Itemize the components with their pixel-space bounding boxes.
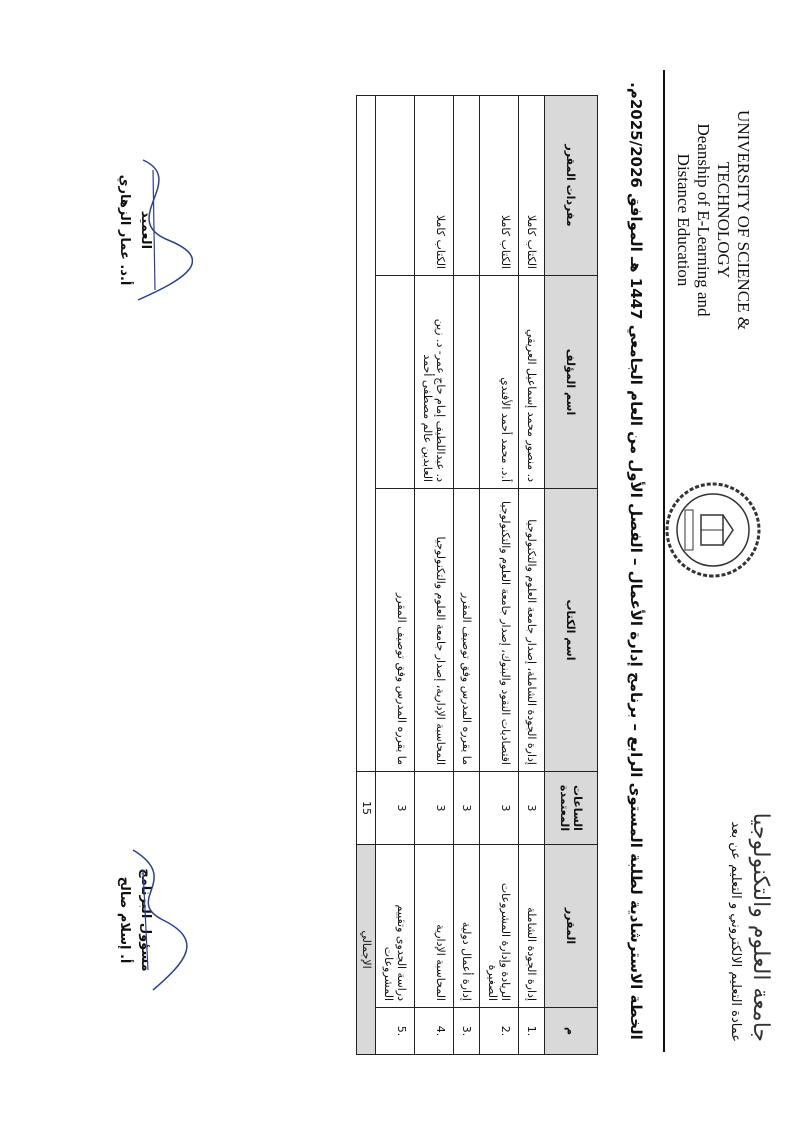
row-course: الريادة وإدارة المشروعات الصغيرة <box>480 845 519 1008</box>
row-author: د. عبداللطيف إمام حاج عمر- د. زين العابدين عالم مصطفى أحمد <box>415 276 454 489</box>
university-name: UNIVERSITY OF SCIENCE & TECHNOLOGY <box>714 110 753 330</box>
table-row <box>480 96 519 1055</box>
row-hours: 3 <box>376 772 415 845</box>
total-row <box>357 96 376 1055</box>
table-header-row <box>545 96 598 1055</box>
table-row <box>376 96 415 1055</box>
row-number: .4 <box>415 1008 454 1055</box>
row-book: ما يقرره المدرس وفق توصيف المقرر <box>376 489 415 772</box>
col-header-author: اسم المؤلف <box>545 276 598 489</box>
program-name: أ. إسلام صالح <box>117 876 132 964</box>
row-hours: 3 <box>415 772 454 845</box>
table-row <box>454 96 480 1055</box>
program-signature-block <box>117 820 153 1020</box>
deanship-arabic: عمادة التعليم الالكتروني و التعليم عن بعد <box>728 821 743 1042</box>
row-number: .5 <box>376 1008 415 1055</box>
program-title: مسؤول البرنامج <box>138 868 153 972</box>
header-arabic <box>728 742 773 1042</box>
handwritten-signature-icon <box>113 840 193 1000</box>
table-row <box>519 96 545 1055</box>
row-number: .2 <box>480 1008 519 1055</box>
row-number: .1 <box>519 1008 545 1055</box>
row-course: إدارة أعمال دولية <box>454 845 480 1008</box>
deanship-english-line1: Deanship of E-Learning and <box>694 123 713 317</box>
row-author <box>376 276 415 489</box>
col-header-number: م <box>545 1008 598 1055</box>
university-calligraphy: جامعة العلوم والتكنولوجيا <box>748 812 773 1042</box>
row-number: .3 <box>454 1008 480 1055</box>
row-content: الكتاب كاملا <box>519 96 545 276</box>
document-title: الخطة الاسترشادية لطلبة المستوى الرابع – برنامج إدارة الأعمال – الفصل الأول من العام الجامعي 1447 هـ الموافق 2025/2026م. <box>627 82 645 1040</box>
dean-title: العميد <box>138 210 153 250</box>
row-content: الكتاب كاملا <box>415 96 454 276</box>
dean-signature-block <box>117 130 153 330</box>
handwritten-signature-icon <box>113 150 193 310</box>
row-hours: 3 <box>519 772 545 845</box>
row-book: ما يقرره المدرس وفق توصيف المقرر <box>454 489 480 772</box>
row-course: المحاسبة الإدارية <box>415 845 454 1008</box>
row-author <box>454 276 480 489</box>
row-book: إدارة الجودة الشاملة، إصدار جامعة العلوم والتكنولوجيا <box>519 489 545 772</box>
study-plan-table <box>356 95 598 1055</box>
row-author: د. منصور محمد إسماعيل العريقي <box>519 276 545 489</box>
row-content <box>454 96 480 276</box>
total-hours: 15 <box>357 772 376 845</box>
col-header-course: المقرر <box>545 845 598 1008</box>
total-empty <box>357 96 376 772</box>
header-divider <box>663 70 665 1052</box>
deanship-english-line2: Distance Education <box>674 153 693 287</box>
row-book: اقتصاديات النقود والبنوك، إصدار جامعة العلوم والتكنولوجيا <box>480 489 519 772</box>
row-book: المحاسبة الإدارية، إصدار جامعة العلوم والتكنولوجيا <box>415 489 454 772</box>
row-hours: 3 <box>454 772 480 845</box>
row-course: دراسة الجدوى وتقييم المشروعات <box>376 845 415 1008</box>
row-author: أ.د. محمد أحمد الأفندي <box>480 276 519 489</box>
header-english <box>673 70 753 370</box>
row-course: إدارة الجودة الشاملة <box>519 845 545 1008</box>
total-label: الإجمالي <box>357 845 376 1055</box>
row-content: الكتاب كاملا <box>480 96 519 276</box>
row-hours: 3 <box>480 772 519 845</box>
university-seal-icon <box>663 480 763 580</box>
row-content <box>376 96 415 276</box>
col-header-hours: الساعات المعتمدة <box>545 772 598 845</box>
table-row <box>415 96 454 1055</box>
col-header-book: اسم الكتاب <box>545 489 598 772</box>
dean-name: أ.د. عمار الزهاري <box>117 174 132 286</box>
col-header-content: مفردات المقرر <box>545 96 598 276</box>
